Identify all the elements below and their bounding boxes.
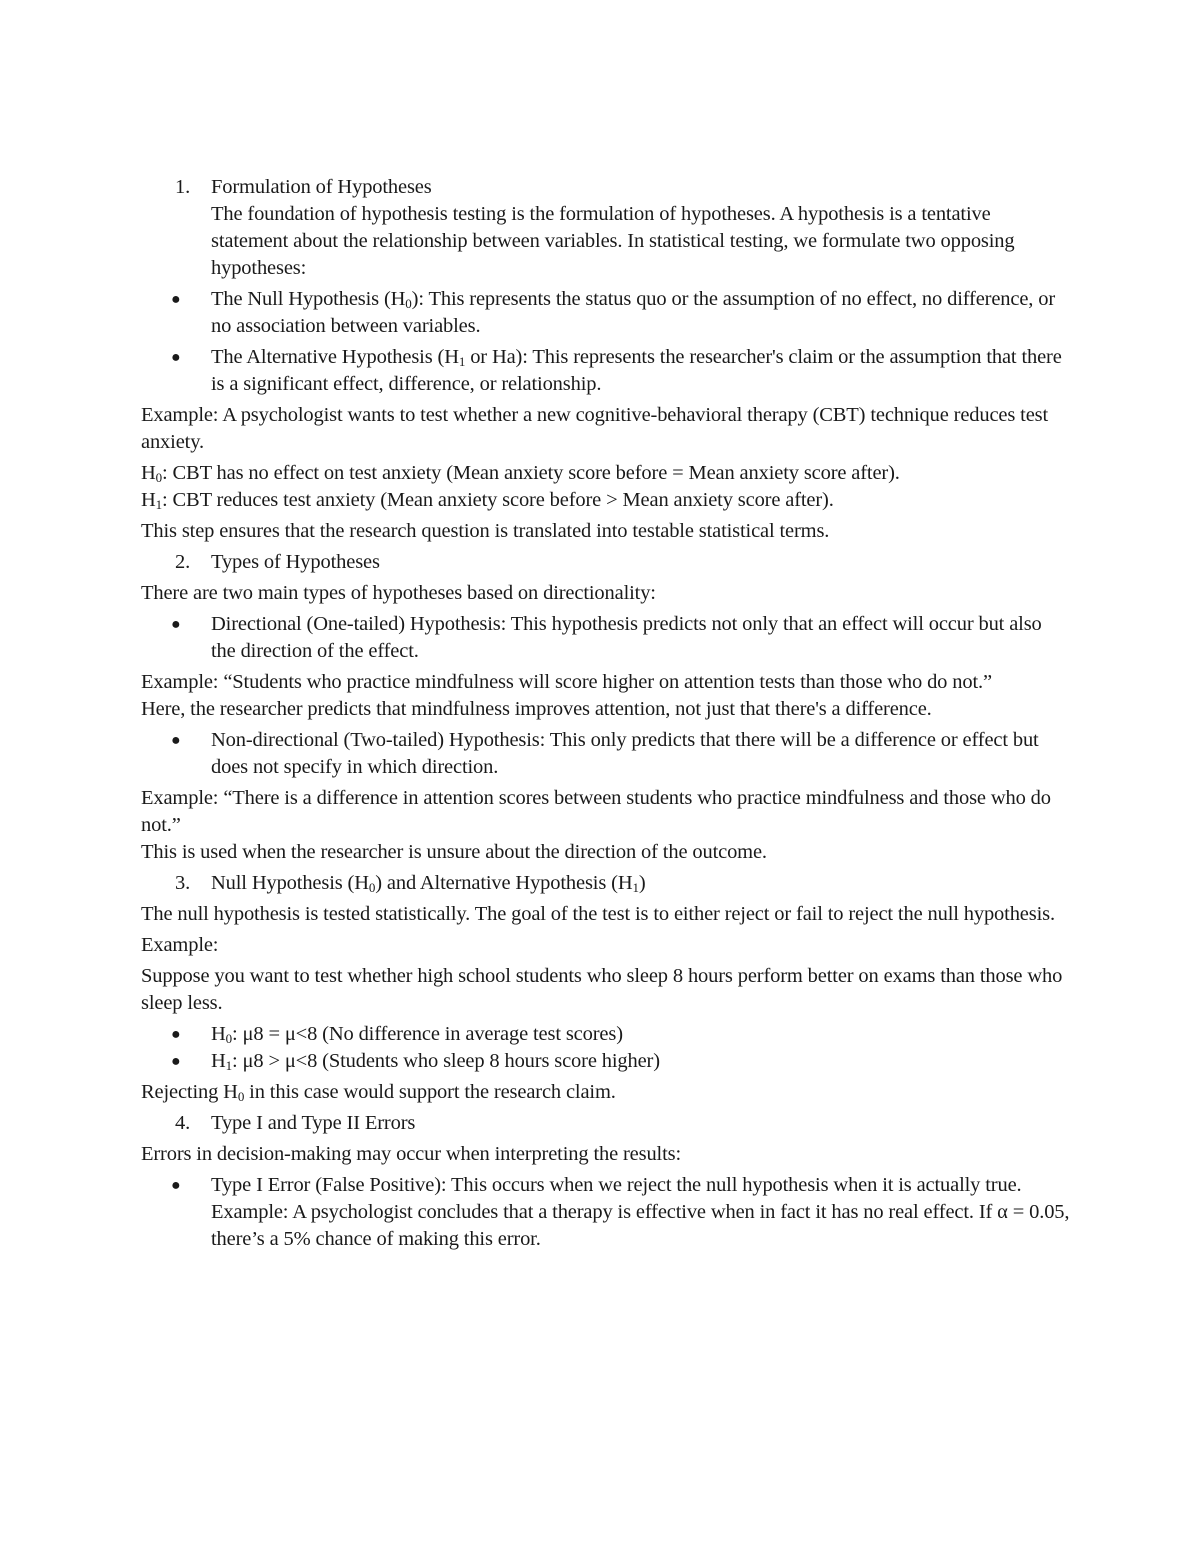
bullet-type-i-error: ● Type I Error (False Positive): This occurs when we reject the null hypothesis when it is actually true. Example: A psychologist concludes that a therapy is effective when in fact it has no real effect. If α = 0.05, there’s a 5% chance of making this error.: [141, 1172, 1071, 1253]
example-label: Example:: [141, 934, 219, 956]
bullet-icon: ●: [171, 1177, 181, 1194]
document-body: [141, 174, 1071, 1257]
section-formulation: [141, 174, 1071, 282]
section-title: Formulation of Hypotheses: [211, 176, 432, 198]
section-closing: Rejecting $H_0$ in this case would support the research claim.: [141, 1081, 616, 1104]
section-types: [141, 549, 1071, 576]
section-body: The null hypothesis is tested statistically. The goal of the test is to either reject or fail to reject the null hypothesis.: [141, 903, 1055, 925]
list-number: 2.: [175, 551, 191, 573]
bullet-icon: ●: [171, 1026, 181, 1043]
example-non-directional-note: This is used when the researcher is unsure about the direction of the outcome.: [141, 841, 767, 863]
example-directional-note: Here, the researcher predicts that mindfulness improves attention, not just that there's a difference.: [141, 698, 932, 720]
section-title: Types of Hypotheses: [211, 551, 380, 573]
bullet-icon: ●: [171, 732, 181, 749]
h0-statement: $H_0$: CBT has no effect on test anxiety (Mean anxiety score before = Mean anxiety score after).: [141, 462, 900, 485]
bullet-icon: ●: [171, 291, 181, 308]
example-non-directional: Example: “There is a difference in attention scores between students who practice mindfulness and those who do not.”: [141, 787, 1051, 836]
section-null-alternative: [141, 870, 1071, 897]
section-body: The foundation of hypothesis testing is the formulation of hypotheses. A hypothesis is a tentative statement about the relationship between variables. In statistical testing, we formulate two opposing hypotheses:: [211, 203, 1015, 279]
bullet-null-hypothesis: ● The Null Hypothesis $(H_0)$: This represents the status quo or the assumption of no effect, no difference, or no association between variables.: [171, 288, 1056, 337]
bullet-icon: ●: [171, 1053, 181, 1070]
section-title: Null Hypothesis $(H_0)$ and Alternative Hypothesis $(H_1)$: [211, 872, 646, 895]
section-intro: There are two main types of hypotheses based on directionality:: [141, 582, 656, 604]
bullet-directional: ● Directional (One-tailed) Hypothesis: This hypothesis predicts not only that an effect will occur but also the direction of the effect.: [171, 613, 1042, 662]
section-intro: Errors in decision-making may occur when interpreting the results:: [141, 1143, 682, 1165]
example-type-i: Example: A psychologist concludes that a therapy is effective when in fact it has no real effect. If α = 0.05, there’s a 5% chance of making this error.: [211, 1201, 1070, 1250]
list-number: 1.: [175, 176, 191, 198]
section-title: Type I and Type II Errors: [211, 1112, 416, 1134]
h1-statement: $H_1$: CBT reduces test anxiety (Mean anxiety score before > Mean anxiety score after).: [141, 489, 834, 512]
bullet-alternative-hypothesis: ● The Alternative Hypothesis ($H_1$ or Ha): This represents the researcher's claim or the assumption that there is a significant effect, difference, or relationship.: [171, 346, 1062, 395]
bullet-icon: ●: [171, 616, 181, 633]
example-directional: Example: “Students who practice mindfulness will score higher on attention tests than those who do not.”: [141, 671, 992, 693]
bullet-icon: ●: [171, 349, 181, 366]
bullet-h1-sleep: ● $H_1$: μ8 > μ<8 (Students who sleep 8 hours score higher): [171, 1050, 660, 1073]
bullet-h0-sleep: ● $H_0$: μ8 = μ<8 (No difference in average test scores): [171, 1023, 623, 1046]
bullet-non-directional: ● Non-directional (Two-tailed) Hypothesis: This only predicts that there will be a difference or effect but does not specify in which direction.: [171, 729, 1039, 778]
list-number: 4.: [175, 1112, 191, 1134]
example-sleep: Suppose you want to test whether high school students who sleep 8 hours perform better on exams than those who sleep less.: [141, 965, 1063, 1014]
section-errors: [141, 1110, 1071, 1137]
example-cbt: Example: A psychologist wants to test whether a new cognitive-behavioral therapy (CBT) technique reduces test anxiety.: [141, 404, 1049, 453]
section-closing: This step ensures that the research question is translated into testable statistical terms.: [141, 520, 830, 542]
list-number: 3.: [175, 872, 191, 894]
